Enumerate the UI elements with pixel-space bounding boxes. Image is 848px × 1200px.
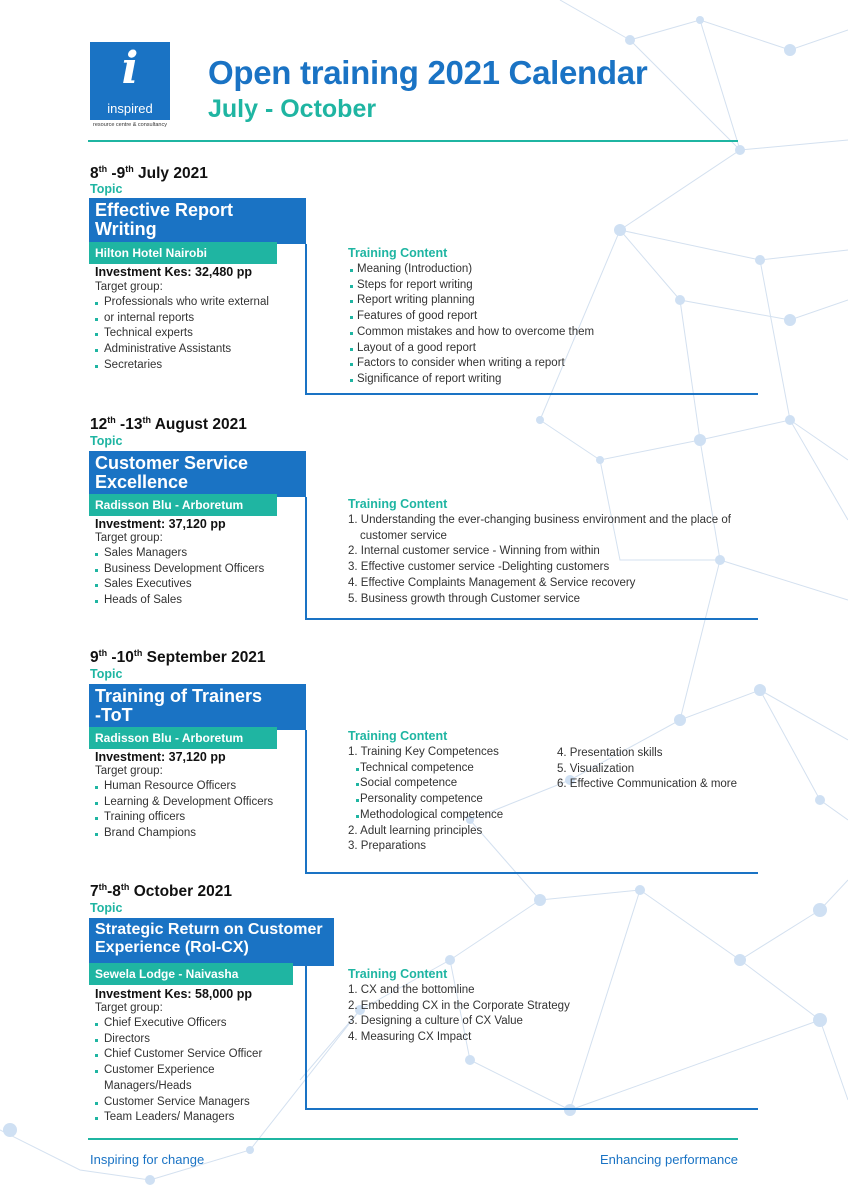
investment-price: Investment: 37,120 pp <box>95 750 226 764</box>
page-title: Open training 2021 Calendar <box>208 54 648 91</box>
target-item: Team Leaders/ Managers <box>95 1110 305 1126</box>
content-subitem: Methodological competence <box>348 808 548 824</box>
target-item: Chief Executive Officers <box>95 1016 305 1032</box>
section-frame-line <box>305 497 307 619</box>
content-item: 5. Visualization <box>557 762 635 775</box>
target-item: Professionals who write external <box>95 295 295 311</box>
target-group <box>95 1002 305 1126</box>
target-item: Customer Service Managers <box>95 1095 305 1111</box>
section-frame-line <box>305 393 758 395</box>
target-item: Customer Experience Managers/Heads <box>95 1063 305 1094</box>
training-content-label: Training Content <box>348 497 448 511</box>
content-item: Common mistakes and how to overcome them <box>348 325 748 341</box>
target-item: Secretaries <box>95 358 295 374</box>
content-item: 1. CX and the bottomline <box>348 984 475 996</box>
course-title-line: Training of Trainers <box>95 686 263 706</box>
content-item: 4. Presentation skills <box>557 747 663 759</box>
content-subitem: Social competence <box>348 776 548 792</box>
course-title-line: Writing <box>95 219 157 239</box>
investment-price: Investment Kes: 32,480 pp <box>95 265 253 279</box>
target-group-label: Target group: <box>95 1002 163 1014</box>
header-divider <box>88 140 738 142</box>
footer-divider <box>88 1138 738 1140</box>
content-item: 2. Embedding CX in the Corporate Strategy <box>348 999 570 1012</box>
content-item: Significance of report writing <box>348 372 748 388</box>
course-title-line: Effective Report <box>95 200 234 220</box>
target-item: Technical experts <box>95 326 295 342</box>
target-item: Sales Executives <box>95 577 295 593</box>
section-date: 12th -13th August 2021 <box>90 415 247 434</box>
target-group-label: Target group: <box>95 532 163 544</box>
content-item: customer service <box>360 529 447 542</box>
content-item: 2. Internal customer service - Winning from within <box>348 545 600 558</box>
content-item: Layout of a good report <box>348 341 748 357</box>
target-item: Business Development Officers <box>95 562 295 578</box>
course-title-box <box>89 451 306 497</box>
topic-label: Topic <box>90 182 123 196</box>
section-frame-line <box>305 872 758 874</box>
content-item: Report writing planning <box>348 293 748 309</box>
content-item: 3. Effective customer service -Delighting customers <box>348 561 610 574</box>
target-item: Sales Managers <box>95 546 295 562</box>
content-item: 4. Measuring CX Impact <box>348 1031 472 1044</box>
target-item: Chief Customer Service Officer <box>95 1047 305 1063</box>
venue-badge: Radisson Blu - Arboretum <box>89 727 277 749</box>
topic-label: Topic <box>90 901 123 915</box>
course-title-line: -ToT <box>95 705 133 725</box>
section-frame-line <box>305 966 307 1109</box>
section-date: 7th-8th October 2021 <box>90 882 232 901</box>
section-frame-line <box>305 618 758 620</box>
content-item: Steps for report writing <box>348 278 748 294</box>
topic-label: Topic <box>90 667 123 681</box>
logo-wordmark: inspired <box>107 101 153 116</box>
target-item: Human Resource Officers <box>95 779 295 795</box>
content-item: 3. Preparations <box>348 840 426 853</box>
training-content-label: Training Content <box>348 246 448 260</box>
training-content-label: Training Content <box>348 967 448 981</box>
section-date: 9th -10th September 2021 <box>90 648 266 667</box>
target-item: Directors <box>95 1032 305 1048</box>
course-title-line: Experience (RoI-CX) <box>95 939 249 956</box>
target-item: Heads of Sales <box>95 593 295 609</box>
venue-badge: Radisson Blu - Arboretum <box>89 494 277 516</box>
target-item: Learning & Development Officers <box>95 795 295 811</box>
course-title-box <box>89 198 306 244</box>
course-title-line: Customer Service <box>95 453 249 473</box>
course-title-box <box>89 684 306 730</box>
content-item: 5. Business growth through Customer service <box>348 592 581 605</box>
course-title-box <box>89 918 334 966</box>
content-item: 6. Effective Communication & more <box>557 778 738 791</box>
content-subitem: Technical competence <box>348 761 548 777</box>
venue-badge: Hilton Hotel Nairobi <box>89 242 277 264</box>
target-group <box>95 281 295 374</box>
content-item: 4. Effective Complaints Management & Service recovery <box>348 576 636 589</box>
investment-price: Investment Kes: 58,000 pp <box>95 987 253 1001</box>
content-item: Features of good report <box>348 309 748 325</box>
topic-label: Topic <box>90 434 123 448</box>
section-frame-line <box>305 730 307 873</box>
footer-left-slogan: Inspiring for change <box>90 1152 205 1167</box>
target-item: Brand Champions <box>95 826 295 842</box>
training-content <box>348 729 548 855</box>
target-group <box>95 532 295 609</box>
training-content <box>348 497 758 607</box>
section-date: 8th -9th July 2021 <box>90 164 208 183</box>
logo-tagline: resource centre & consultancy <box>93 122 167 128</box>
training-content-label: Training Content <box>348 729 448 743</box>
training-content <box>348 246 748 388</box>
target-item: Training officers <box>95 810 295 826</box>
target-item: or internal reports <box>95 311 295 327</box>
logo <box>90 42 170 132</box>
target-item: Administrative Assistants <box>95 342 295 358</box>
training-content-column-2 <box>557 744 757 793</box>
training-content <box>348 967 748 1046</box>
content-item: 1. Training Key Competences <box>348 746 499 758</box>
content-item: 2. Adult learning principles <box>348 824 483 837</box>
target-group <box>95 765 295 842</box>
course-title-line: Strategic Return on Customer <box>95 921 323 938</box>
content-item: Meaning (Introduction) <box>348 262 748 278</box>
logo-letter: i <box>121 43 139 94</box>
content-item: 1. Understanding the ever-changing business environment and the place of <box>348 514 731 526</box>
target-group-label: Target group: <box>95 765 163 777</box>
footer-right-slogan: Enhancing performance <box>599 1152 738 1167</box>
target-group-label: Target group: <box>95 281 163 293</box>
content-subitem: Personality competence <box>348 792 548 808</box>
content-item: 3. Designing a culture of CX Value <box>348 1015 523 1028</box>
venue-badge: Sewela Lodge - Naivasha <box>89 963 293 985</box>
section-frame-line <box>305 1108 758 1110</box>
investment-price: Investment: 37,120 pp <box>95 517 226 531</box>
page-subtitle: July - October <box>208 95 377 123</box>
section-frame-line <box>305 244 307 394</box>
content-item: Factors to consider when writing a report <box>348 356 748 372</box>
course-title-line: Excellence <box>95 472 189 492</box>
